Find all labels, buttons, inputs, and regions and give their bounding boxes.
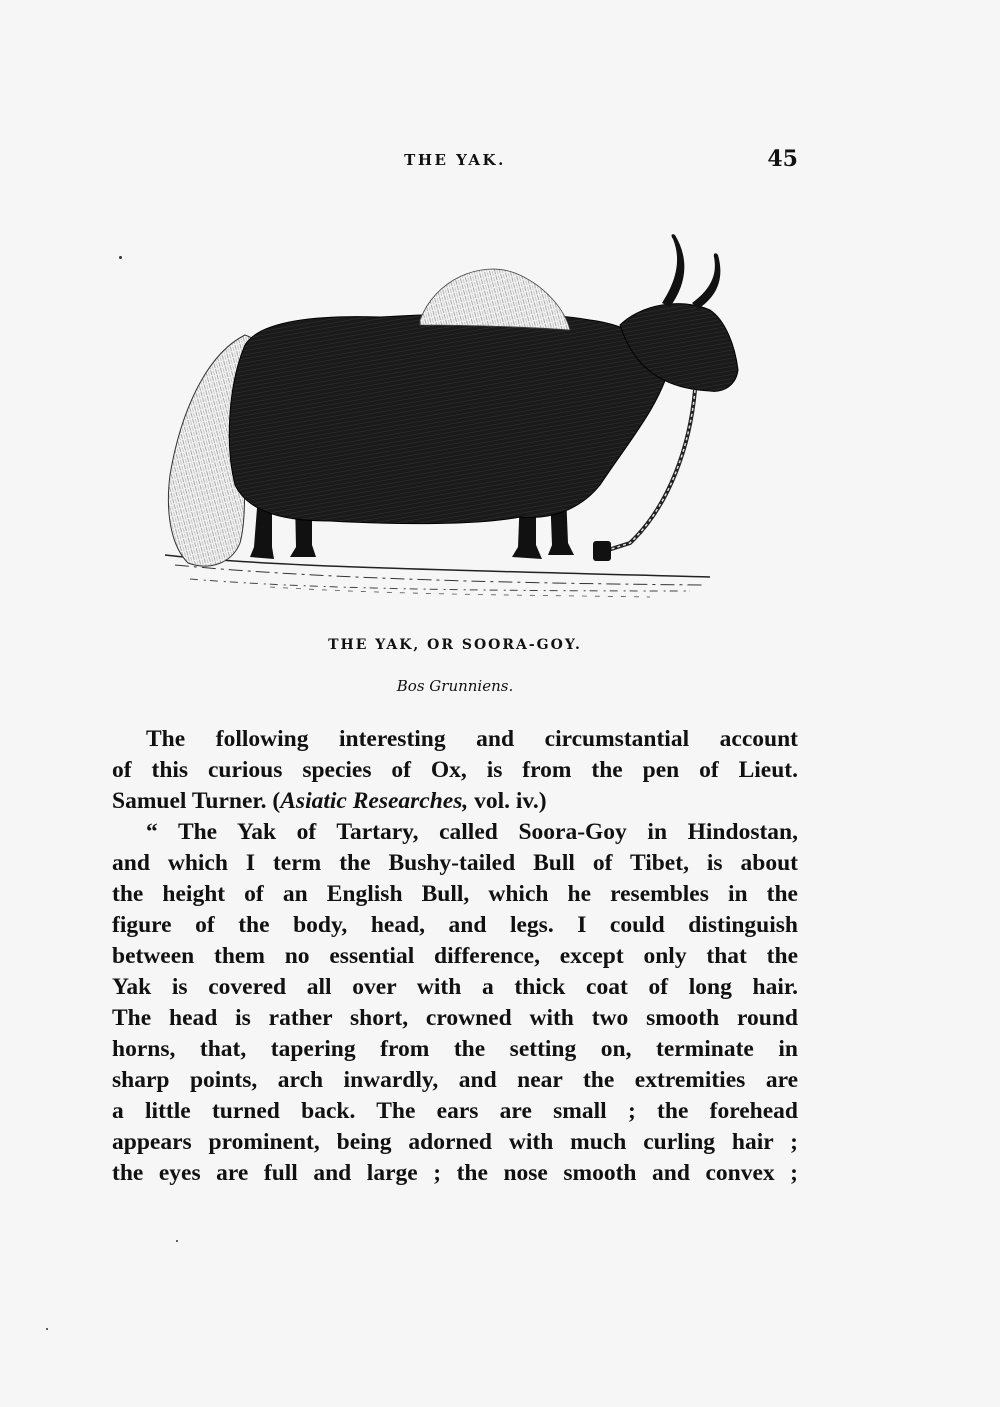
text-line: and which I term the Bushy-tailed Bull of Tibet, is about <box>112 850 798 876</box>
text-line: appears prominent, being adorned with much curling hair ; <box>112 1129 798 1155</box>
text-line: Yak is covered all over with a thick coat of long hair. <box>112 974 798 1000</box>
scan-speck <box>46 1328 48 1330</box>
text-line: figure of the body, head, and legs. I could distinguish <box>112 912 798 938</box>
yak-body <box>229 313 670 523</box>
scan-speck <box>119 256 122 259</box>
text-line: The head is rather short, crowned with two smooth round <box>112 1005 798 1031</box>
page-number: 45 <box>767 146 798 172</box>
figure-caption-latin: Bos Grunniens. <box>396 677 514 695</box>
text-segment: vol. iv.) <box>468 788 547 814</box>
text-line <box>112 786 798 817</box>
body-text <box>112 724 798 1189</box>
text-line: sharp points, arch inwardly, and near the extremities are <box>112 1067 798 1093</box>
ground <box>165 555 710 597</box>
text-line: a little turned back. The ears are small ; the forehead <box>112 1098 798 1124</box>
yak-hump <box>420 269 570 330</box>
figure-caption-title: THE YAK, OR SOORA-GOY. <box>328 637 582 653</box>
citation-italic: Asiatic Researches, <box>280 788 469 814</box>
yak-horns <box>662 234 720 309</box>
text-line: the eyes are full and large ; the nose smooth and convex ; <box>112 1160 798 1186</box>
text-segment: Samuel Turner. ( <box>112 788 281 814</box>
text-line: of this curious species of Ox, is from the pen of Lieut. <box>112 757 798 783</box>
running-head <box>112 146 798 176</box>
text-line: “ The Yak of Tartary, called Soora-Goy in Hindostan, <box>146 819 798 845</box>
yak-illustration <box>150 225 740 610</box>
tether-peg <box>593 541 611 561</box>
text-line: horns, that, tapering from the setting on, terminate in <box>112 1036 798 1062</box>
text-line: between them no essential difference, except only that the <box>112 943 798 969</box>
text-line: The following interesting and circumstantial account <box>146 726 798 752</box>
running-title: THE YAK. <box>404 151 506 169</box>
scan-speck <box>176 1240 178 1242</box>
text-line: the height of an English Bull, which he resembles in the <box>112 881 798 907</box>
